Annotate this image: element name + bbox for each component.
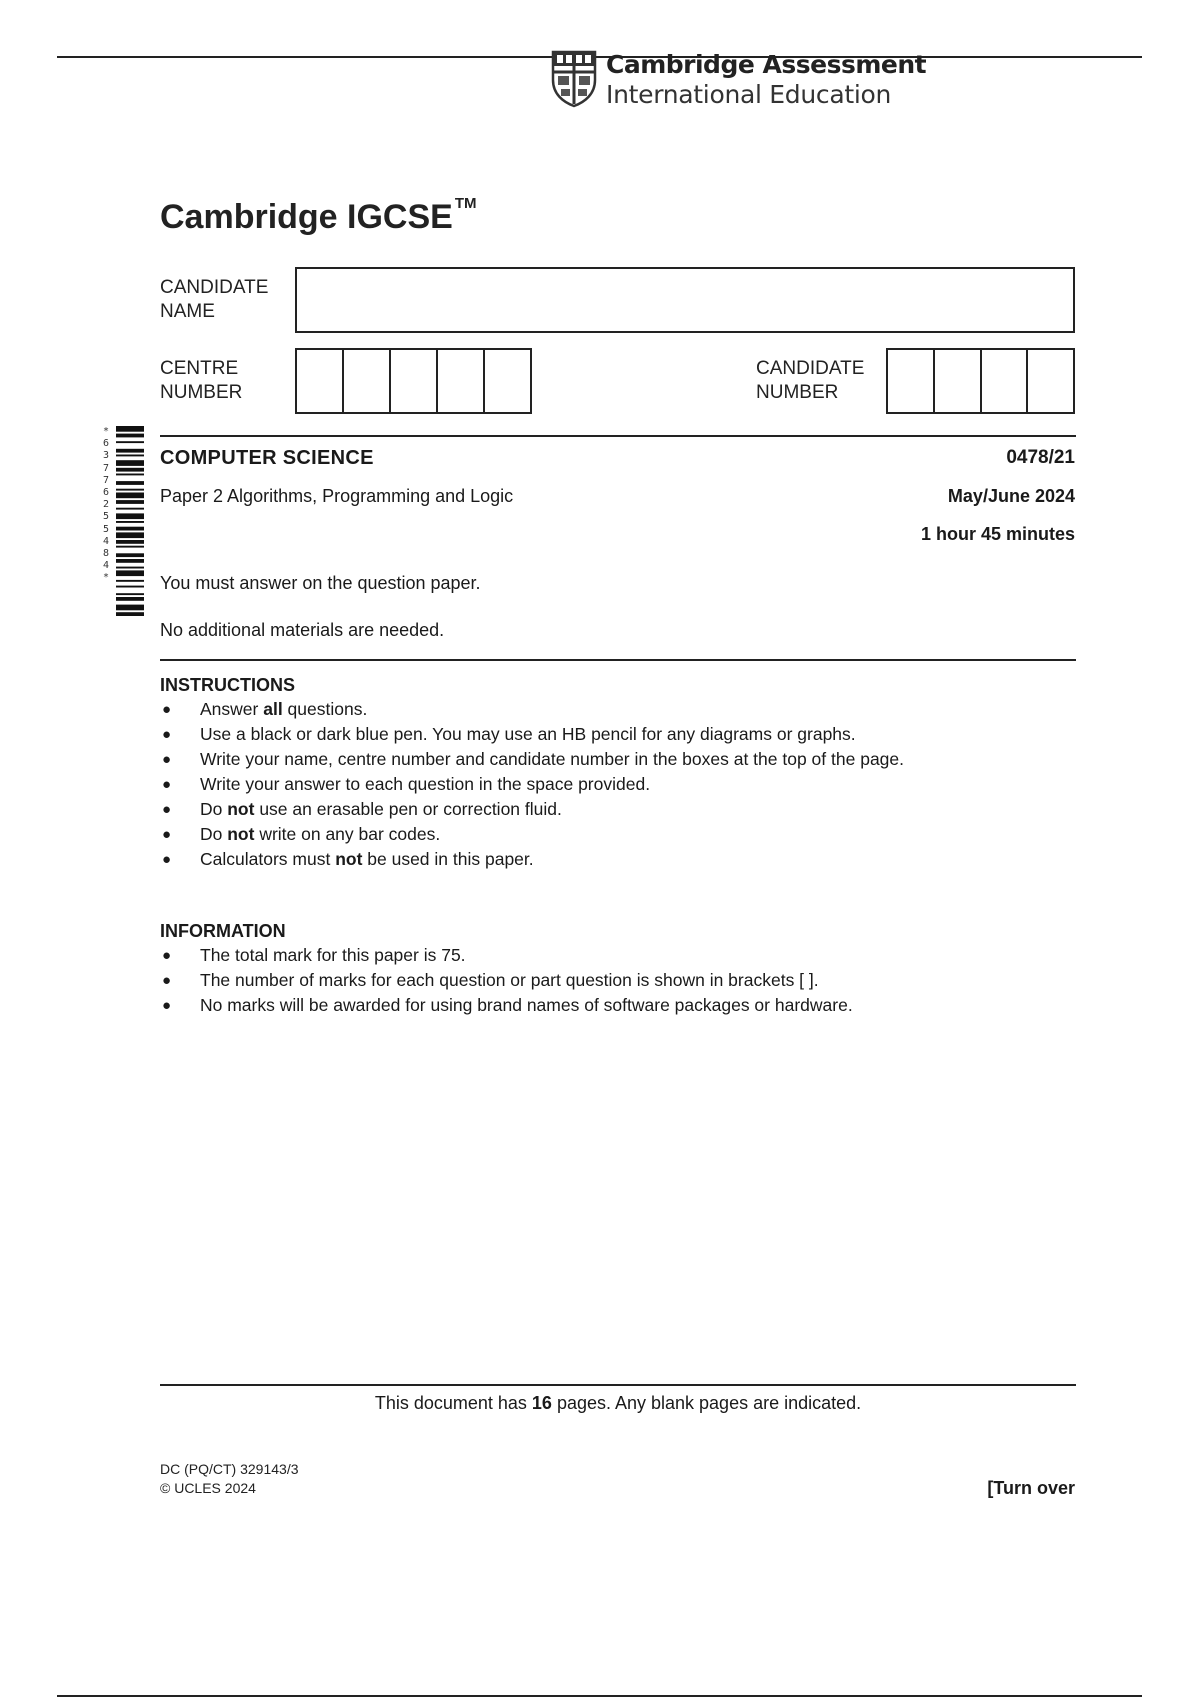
centre-number-label	[160, 357, 242, 405]
barcode-bar	[116, 426, 144, 432]
centre-number-field[interactable]	[295, 348, 532, 414]
bullet-icon: ●	[162, 701, 172, 718]
page-count: 16	[531, 1393, 552, 1413]
barcode-bar	[116, 493, 144, 499]
centre-number-label-line-2: NUMBER	[160, 382, 243, 403]
centre-number-digit-box[interactable]	[485, 350, 530, 412]
instructions-item-text: Do	[200, 824, 228, 844]
bullet-icon: ●	[162, 726, 172, 743]
information-item-text: The total mark for this paper is 75.	[200, 945, 466, 965]
bullet-icon: ●	[162, 851, 172, 868]
barcode-digit: *	[102, 426, 110, 437]
barcode-digit: 8	[102, 548, 110, 560]
barcode-digit: *	[102, 572, 110, 584]
barcode-bar	[116, 474, 144, 476]
rule-above-instructions	[160, 659, 1076, 661]
instructions-item	[160, 822, 904, 847]
cambridge-shield-icon	[551, 50, 597, 108]
candidate-number-digit-box[interactable]	[888, 350, 935, 412]
copyright: © UCLES 2024	[160, 1480, 256, 1496]
barcode-digit: 5	[102, 511, 110, 523]
candidate-number-label-line-2: NUMBER	[756, 382, 839, 403]
barcode-bar	[116, 513, 144, 519]
barcode-bar	[116, 605, 144, 611]
bullet-icon: ●	[162, 947, 172, 964]
qualification-title	[160, 195, 477, 237]
syllabus-code: 0478/21	[1006, 447, 1075, 468]
centre-number-digit-box[interactable]	[344, 350, 391, 412]
bullet-icon: ●	[162, 801, 172, 818]
centre-number-label-line-1: CENTRE	[160, 358, 239, 379]
org-name-line-1: Cambridge Assessment	[606, 50, 927, 79]
candidate-name-label	[160, 276, 268, 324]
instructions-item-text: Use a black or dark blue pen. You may use an HB pencil for any diagrams or graphs.	[200, 724, 856, 744]
instructions-item-text: Calculators must	[200, 849, 336, 869]
instructions-item-text: Write your name, centre number and candidate number in the boxes at the top of the page.	[200, 749, 904, 769]
barcode-bar	[116, 586, 144, 588]
instructions-item	[160, 847, 904, 872]
candidate-name-label-line-1: CANDIDATE	[160, 277, 269, 298]
barcode-digit: 6	[102, 487, 110, 499]
information-item	[160, 943, 853, 968]
information-item-text: No marks will be awarded for using brand names of software packages or hardware.	[200, 995, 853, 1015]
barcode-bar	[116, 508, 144, 510]
barcode-bar	[116, 527, 144, 531]
centre-number-digit-box[interactable]	[297, 350, 344, 412]
instructions-item-text-end: questions.	[282, 699, 368, 719]
barcode-digit: 3	[102, 450, 110, 462]
barcode-bar	[116, 540, 144, 544]
footer-rule	[160, 1384, 1076, 1386]
information-list	[160, 943, 853, 1018]
information-heading: INFORMATION	[160, 921, 286, 941]
instructions-item	[160, 697, 904, 722]
instructions-item-text-end: be used in this paper.	[362, 849, 534, 869]
barcode-bar	[116, 580, 144, 582]
instructions-item-text: Do	[200, 799, 228, 819]
barcode-bars	[116, 426, 144, 642]
barcode-digit: 7	[102, 462, 110, 474]
barcode-digit: 2	[102, 499, 110, 511]
barcode-bar	[116, 455, 144, 457]
instructions-item-emphasis: all	[263, 699, 283, 719]
paper-title: Paper 2 Algorithms, Programming and Logic	[160, 486, 514, 506]
cambridge-logo	[551, 50, 926, 110]
instructions-item-emphasis: not	[227, 799, 255, 819]
barcode-bar	[116, 597, 144, 601]
barcode-bar	[116, 434, 144, 438]
instructions-item-text: Answer	[200, 699, 264, 719]
exam-session: May/June 2024	[947, 486, 1075, 506]
instructions-item-text-end: use an erasable pen or correction fluid.	[254, 799, 562, 819]
instructions-item-emphasis: not	[227, 824, 255, 844]
candidate-name-field[interactable]	[295, 267, 1075, 333]
bullet-icon: ●	[162, 826, 172, 843]
barcode-bar	[116, 567, 144, 569]
information-item	[160, 968, 853, 993]
barcode-bar	[116, 593, 144, 595]
instructions-item	[160, 772, 904, 797]
barcode-bar	[116, 553, 144, 557]
barcode-digit: 4	[102, 535, 110, 547]
barcode	[100, 426, 144, 642]
answer-note: You must answer on the question paper.	[160, 573, 481, 593]
candidate-number-digit-box[interactable]	[982, 350, 1029, 412]
instructions-item	[160, 797, 904, 822]
qualification-text: Cambridge IGCSE	[160, 198, 453, 236]
barcode-bar	[116, 500, 144, 504]
instructions-item-text: Write your answer to each question in the space provided.	[200, 774, 651, 794]
document-code: DC (PQ/CT) 329143/3	[160, 1461, 299, 1477]
trademark: TM	[454, 195, 477, 212]
information-item-text: The number of marks for each question or part question is shown in brackets [ ].	[200, 970, 819, 990]
barcode-bar	[116, 489, 144, 491]
information-item	[160, 993, 853, 1018]
barcode-digits	[100, 426, 112, 642]
instructions-item	[160, 747, 904, 772]
barcode-bar	[116, 612, 144, 616]
barcode-digit: 4	[102, 560, 110, 572]
candidate-number-label	[756, 357, 864, 405]
bottom-rule	[57, 1695, 1142, 1697]
rule-above-subject	[160, 435, 1076, 437]
centre-number-digit-box[interactable]	[438, 350, 485, 412]
barcode-bar	[116, 532, 144, 538]
subject-title: COMPUTER SCIENCE	[160, 447, 374, 469]
instructions-heading: INSTRUCTIONS	[160, 675, 295, 695]
barcode-digit: 7	[102, 474, 110, 486]
candidate-name-label-line-2: NAME	[160, 301, 215, 322]
bullet-icon: ●	[162, 776, 172, 793]
bullet-icon: ●	[162, 997, 172, 1014]
candidate-number-label-line-1: CANDIDATE	[756, 358, 865, 379]
document-reference	[160, 1460, 299, 1498]
page-count-pre: This document has	[374, 1393, 532, 1413]
barcode-bar	[116, 449, 144, 453]
page-count-post: pages. Any blank pages are indicated.	[551, 1393, 862, 1413]
barcode-bar	[116, 441, 144, 443]
org-name-line-2: International Education	[606, 80, 892, 109]
instructions-item	[160, 722, 904, 747]
barcode-bar	[116, 521, 144, 523]
exam-duration: 1 hour 45 minutes	[920, 524, 1075, 544]
page-count-note	[160, 1393, 1076, 1414]
bullet-icon: ●	[162, 972, 172, 989]
centre-number-digit-box[interactable]	[391, 350, 438, 412]
materials-note: No additional materials are needed.	[160, 620, 445, 640]
turn-over-label: [Turn over	[987, 1478, 1075, 1498]
barcode-digit: 6	[102, 438, 110, 450]
candidate-number-field[interactable]	[886, 348, 1075, 414]
barcode-bar	[116, 570, 144, 576]
instructions-list	[160, 697, 904, 872]
barcode-bar	[116, 559, 144, 563]
barcode-digit: 5	[102, 523, 110, 535]
instructions-item-emphasis: not	[335, 849, 363, 869]
instructions-item-text-end: write on any bar codes.	[254, 824, 441, 844]
candidate-number-digit-box[interactable]	[935, 350, 982, 412]
barcode-bar	[116, 460, 144, 466]
barcode-bar	[116, 546, 144, 548]
bullet-icon: ●	[162, 751, 172, 768]
barcode-bar	[116, 468, 144, 472]
candidate-number-digit-box[interactable]	[1028, 350, 1073, 412]
barcode-bar	[116, 481, 144, 485]
